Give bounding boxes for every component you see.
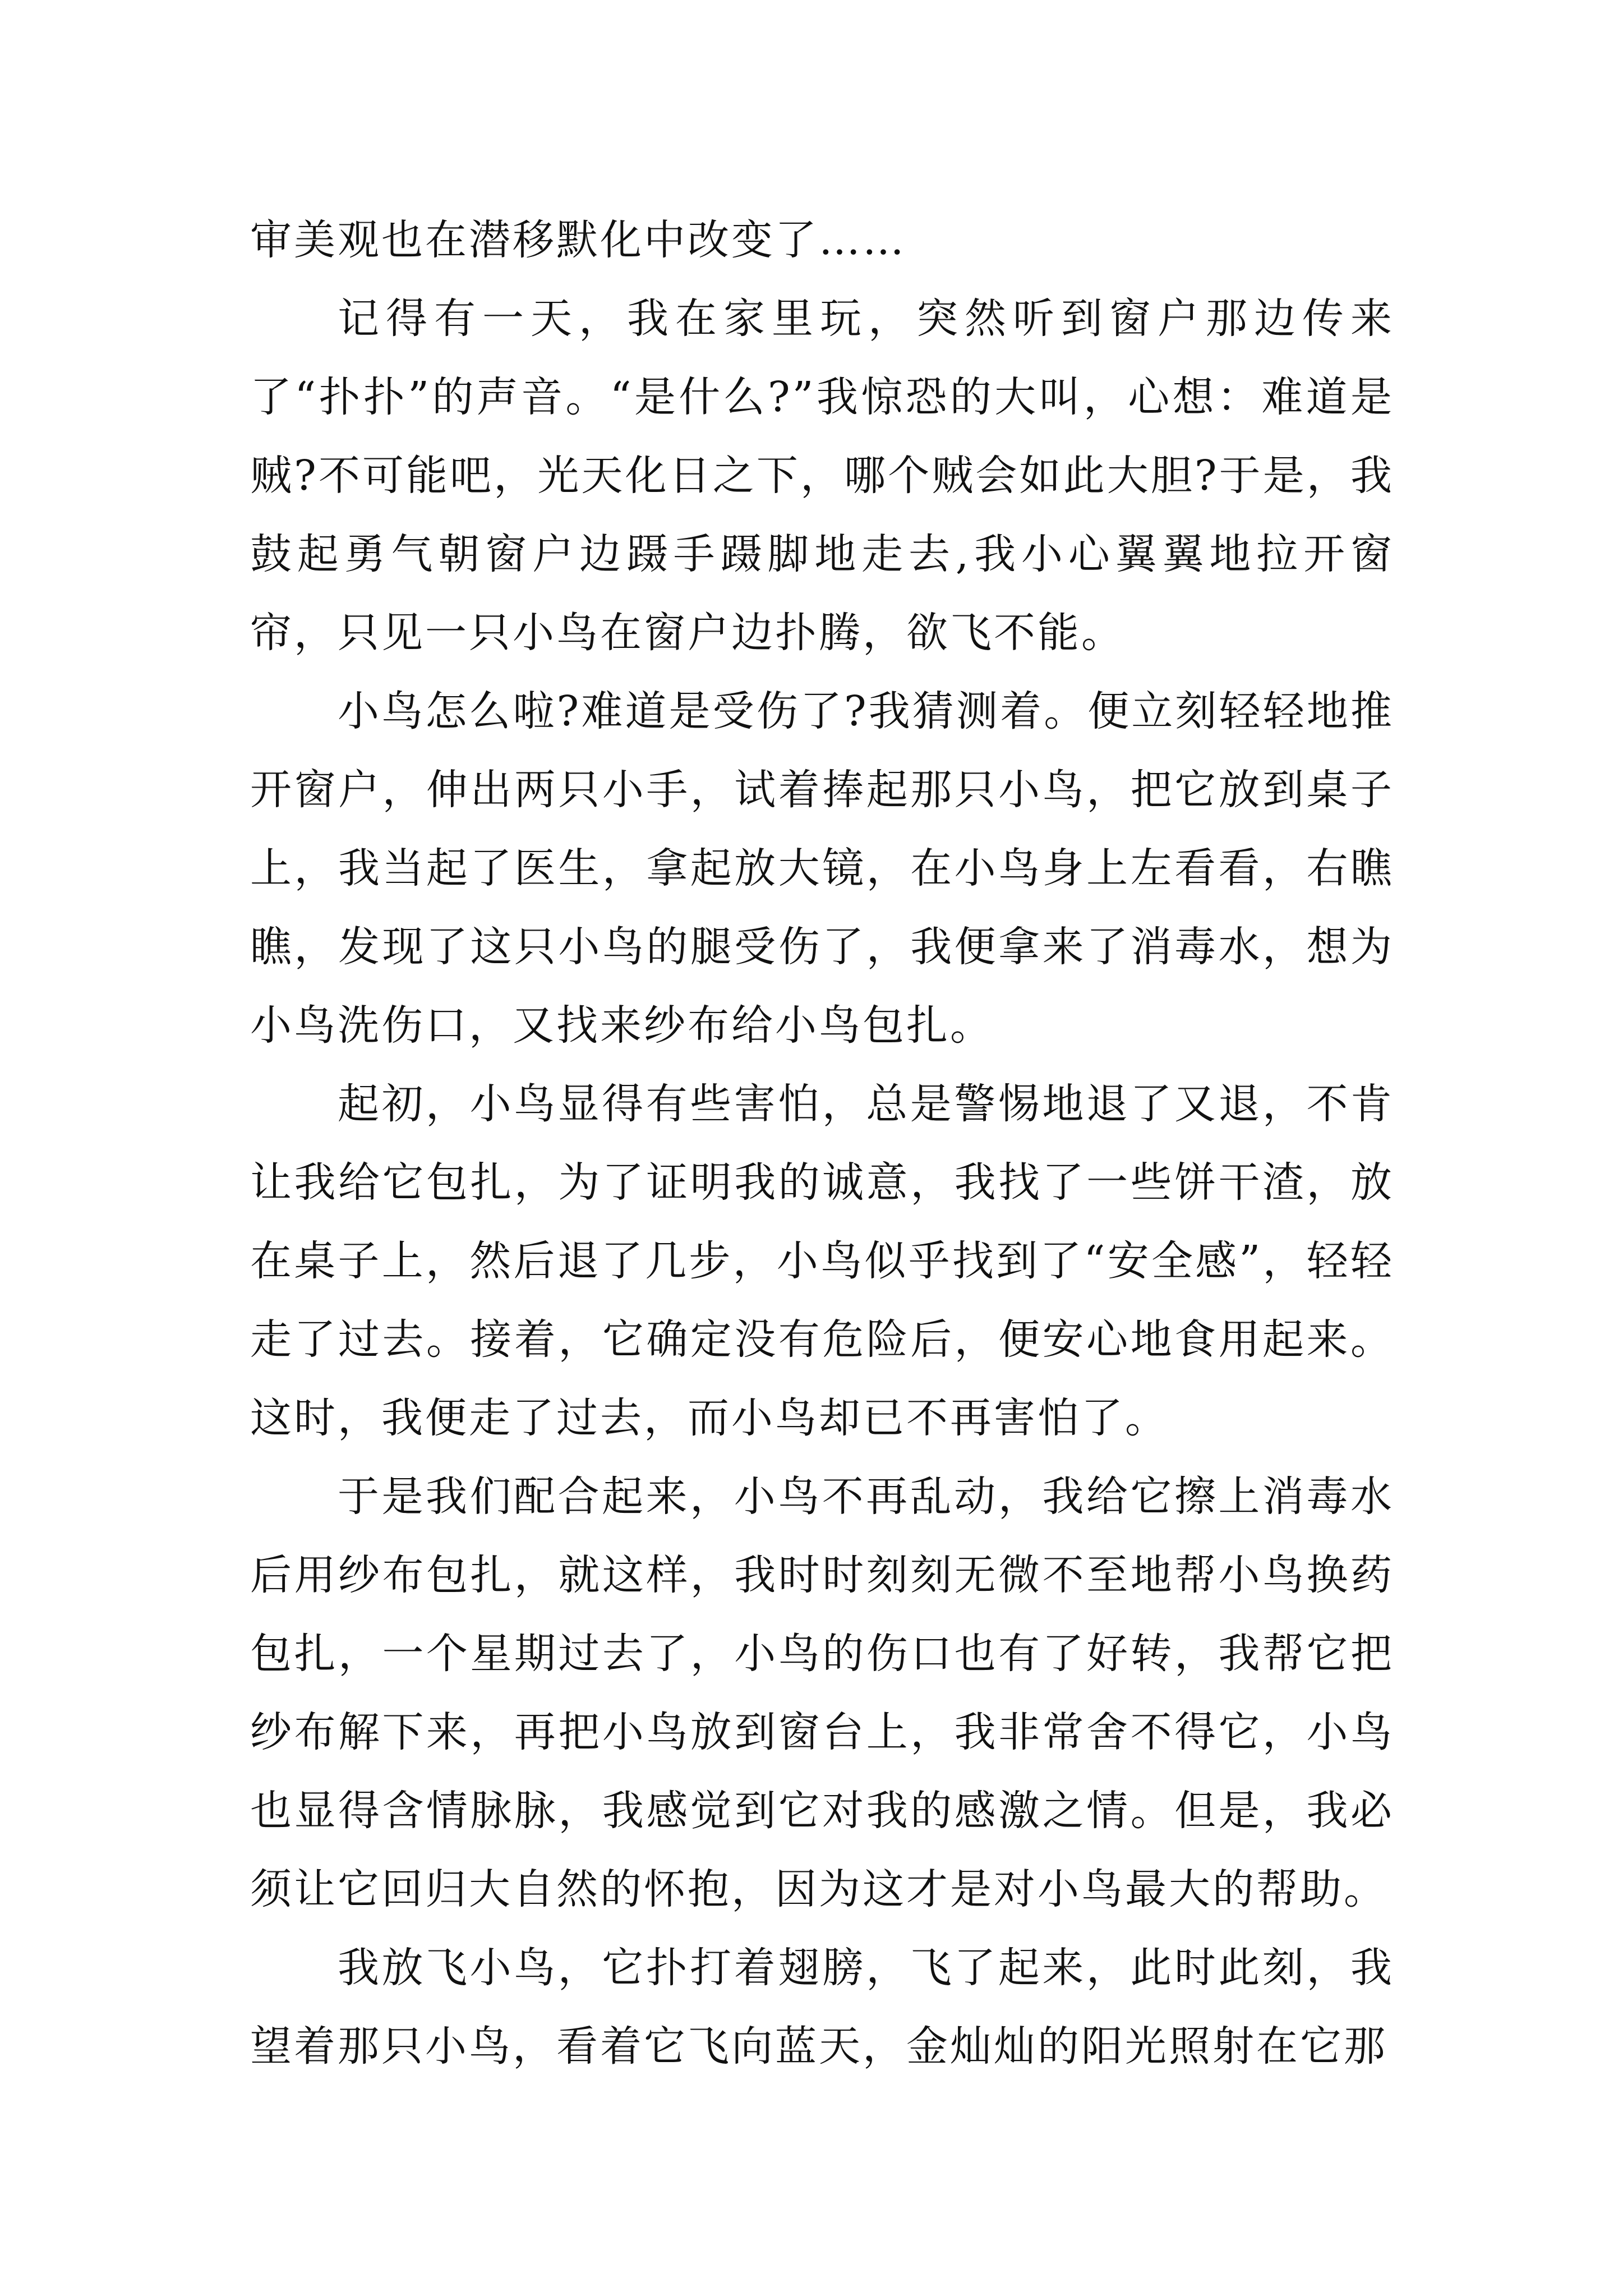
paragraph-healing: 于是我们配合起来，小鸟不再乱动，我给它擦上消毒水后用纱布包扎，就这样，我时时刻刻无微不至地帮小鸟换药包扎，一个星期过去了，小鸟的伤口也有了好转，我帮它把纱布解下来，再把小鸟放到窗台上，我非常舍不得它，小鸟也显得含情脉脉，我感觉到它对我的感激之情。但是，我必须让它回归大自然的怀抱，因为这才是对小鸟最大的帮助。 [250, 1473, 1394, 1913]
paragraph-release: 我放飞小鸟，它扑打着翅膀，飞了起来，此时此刻，我望着那只小鸟，看着它飞向蓝天，金灿灿的阳光照射在它那 [250, 1944, 1394, 2070]
paragraph-injured-bird: 小鸟怎么啦?难道是受伤了?我猜测着。便立刻轻轻地推开窗户，伸出两只小手，试着捧起那只小鸟，把它放到桌子上，我当起了医生，拿起放大镜，在小鸟身上左看看，右瞧瞧，发现了这只小鸟的腿受伤了，我便拿来了消毒水，想为小鸟洗伤口，又找来纱布给小鸟包扎。 [250, 687, 1394, 1050]
paragraph-window-noise: 记得有一天，我在家里玩，突然听到窗户那边传来了“扑扑”的声音。“是什么?”我惊恐的大叫，心想：难道是贼?不可能吧，光天化日之下，哪个贼会如此大胆?于是，我鼓起勇气朝窗户边蹑手蹑脚地走去,我小心翼翼地拉开窗帘，只见一只小鸟在窗户边扑腾，欲飞不能。 [250, 295, 1394, 657]
essay-body [250, 201, 1394, 2086]
paragraph-gaining-trust: 起初，小鸟显得有些害怕，总是警惕地退了又退，不肯让我给它包扎，为了证明我的诚意，我找了一些饼干渣，放在桌子上，然后退了几步，小鸟似乎找到了“安全感”，轻轻走了过去。接着，它确定没有危险后，便安心地食用起来。这时，我便走了过去，而小鸟却已不再害怕了。 [250, 1080, 1394, 1442]
paragraph-continuation: 审美观也在潜移默化中改变了…… [250, 216, 906, 264]
